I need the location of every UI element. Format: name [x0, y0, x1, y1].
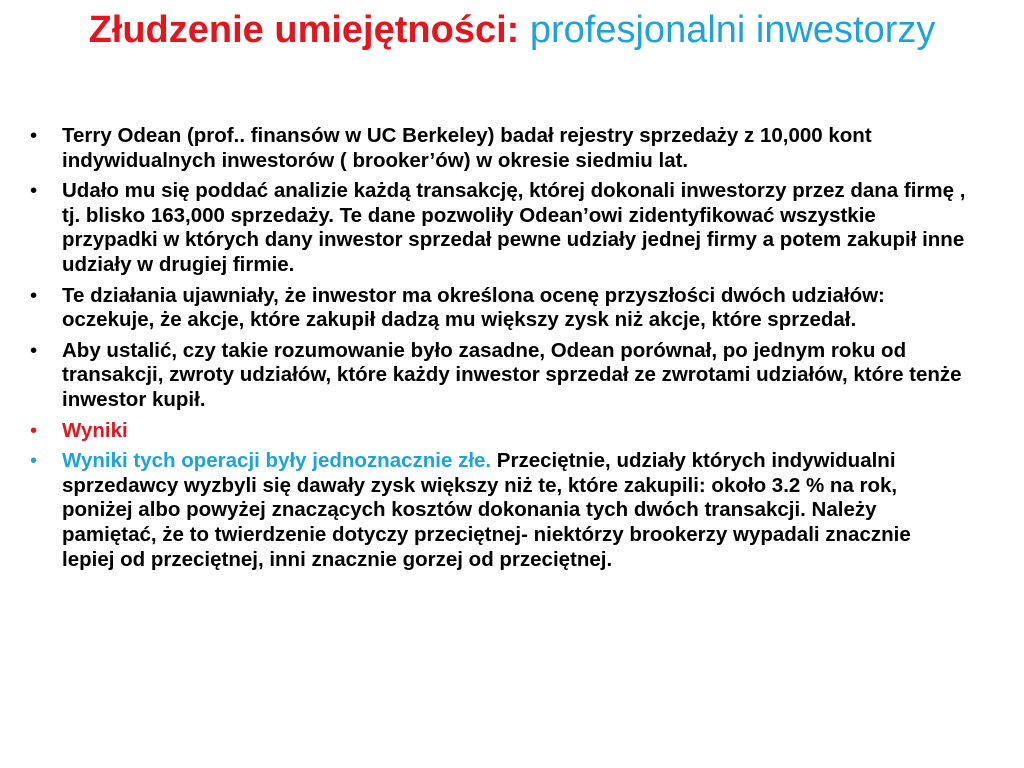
bullet-list: [28, 124, 968, 578]
bullet-dot-icon: •: [30, 283, 38, 307]
bullet-text: Terry Odean (prof.. finansów w UC Berkeley) badał rejestry sprzedaży z 10,000 kont indywidualnych inwestorów ( brooker’ów) w okresie siedmiu lat.: [62, 124, 872, 172]
bullet-item-results: [28, 419, 968, 444]
bullet-dot-icon: •: [30, 338, 38, 362]
bullet-dot-icon: •: [30, 449, 38, 473]
bullet-dot-icon: •: [30, 179, 38, 203]
bullet-item: [28, 449, 968, 572]
bullet-item: [28, 124, 968, 173]
bullet-text: Przeciętnie, udziały których indywidualni sprzedawcy wyzbyli się dawały zysk większy niż te, które zakupili: około 3.2 % na rok, poniżej albo powyżej znaczących kosztów dokonania tych dwóch transakcji. Należy pamiętać, że to twierdzenie dotyczy przeciętnej- niektórzy brookerzy wypadali znacznie lepiej od przeciętnej, inni znacznie gorzej od przeciętnej.: [62, 449, 911, 571]
bullet-text: Te działania ujawniały, że inwestor ma określona ocenę przyszłości dwóch udziałów: oczekuje, że akcje, które zakupił dadzą mu większy zysk niż akcje, które sprzedał.: [62, 283, 885, 332]
title-part-red: Złudzenie umiejętności:: [88, 9, 520, 51]
bullet-item: [28, 339, 968, 413]
slide-title: [40, 6, 984, 54]
bullet-dot-icon: •: [30, 124, 38, 147]
bullet-dot-icon: •: [30, 418, 38, 442]
bullet-item: [28, 179, 968, 277]
bullet-text: Aby ustalić, czy takie rozumowanie było zasadne, Odean porównał, po jednym roku od transakcji, zwroty udziałów, które każdy inwestor sprzedał ze zwrotami udziałów, które tenże inwestor kupił.: [62, 338, 962, 411]
title-part-blue: profesjonalni inwestorzy: [529, 9, 936, 51]
bullet-item: [28, 284, 968, 333]
bullet-text: Udało mu się poddać analizie każdą transakcję, której dokonali inwestorzy przez dana firmę , tj. blisko 163,000 sprzedaży. Te dane pozwoliły Odean’owi zidentyfikować wszystkie przypadki w których dany inwestor sprzedał pewne udziały jednej firmy a potem zakupił inne udziały w drugiej firmie.: [62, 179, 966, 276]
bullet-highlight: Wyniki tych operacji były jednoznacznie złe.: [62, 449, 492, 473]
bullet-text: Wyniki: [62, 418, 128, 442]
